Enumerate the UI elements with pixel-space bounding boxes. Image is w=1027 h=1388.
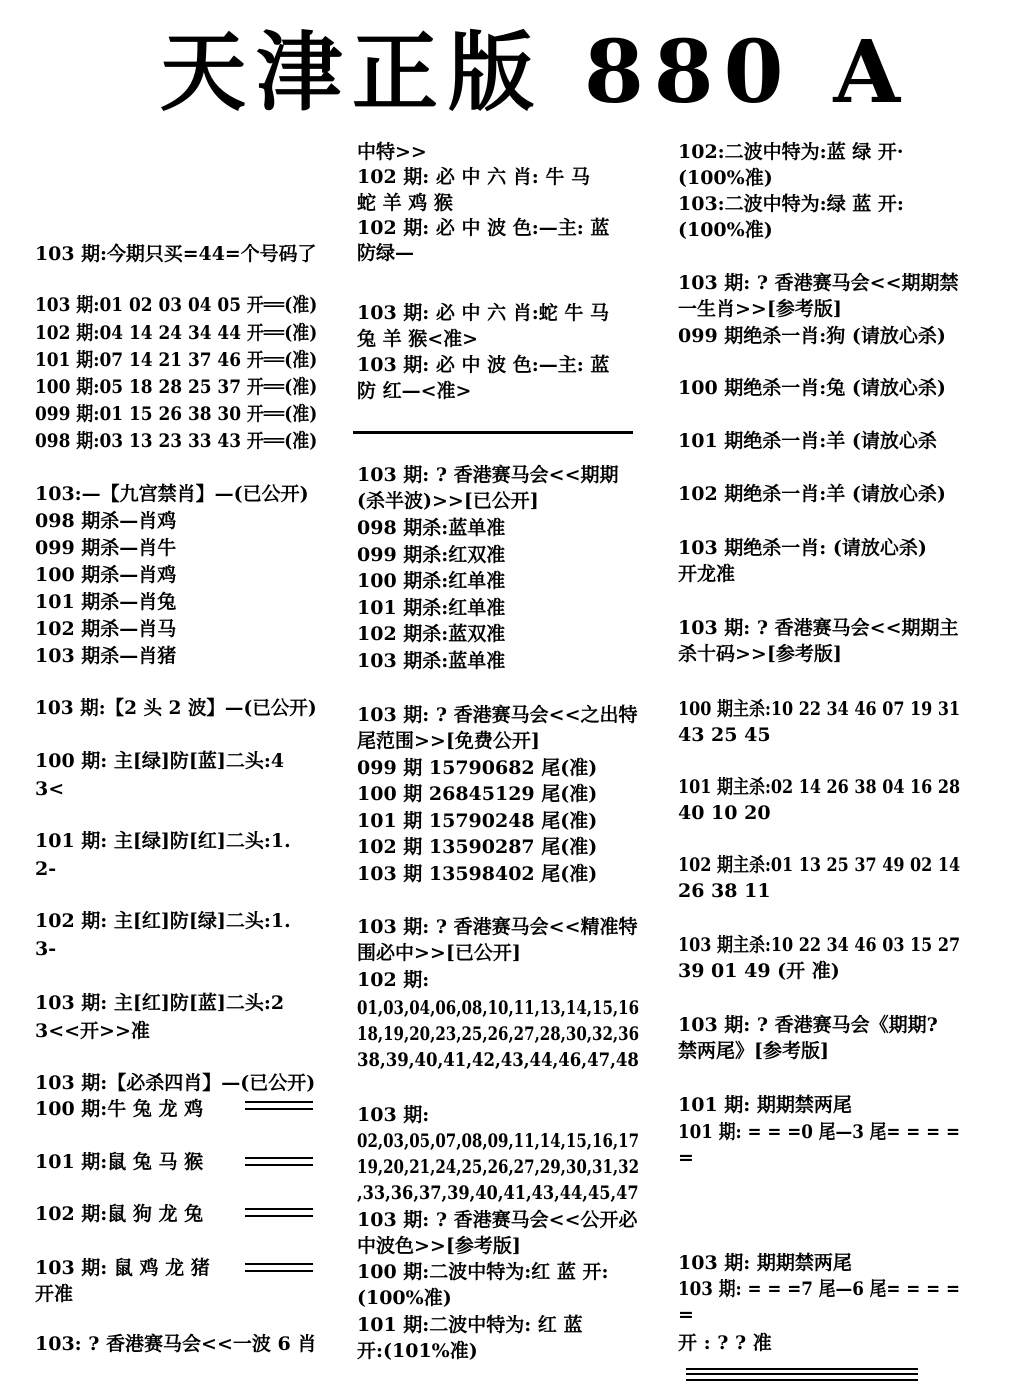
col1-line: 103: ? 香港赛马会<<一波 6 肖 [35, 1333, 317, 1355]
col2-line: 103 期: 必 中 六 肖:蛇 牛 马 [357, 302, 609, 324]
col3-line: 40 10 20 [678, 802, 771, 824]
col3-line: 103 期: ? 香港赛马会<<期期主 [678, 617, 959, 639]
kill-row-rule-102 [245, 1208, 313, 1217]
col2-line: 100 期杀:红单准 [357, 570, 506, 592]
kill-row-rule-100 [245, 1101, 313, 1110]
col1-line: 098 期:03 13 23 33 43 开══(准) [35, 430, 318, 452]
col3-line: 100 期主杀:10 22 34 46 07 19 31 [678, 698, 961, 720]
page-title: 天津正版 880 A [160, 22, 911, 123]
col1-line: 103 期:【必杀四肖】—(已公开) [35, 1072, 316, 1094]
col3-line: 102 期主杀:01 13 25 37 49 02 14 [678, 854, 961, 876]
col1-line: 3- [35, 938, 57, 960]
col2-line: 099 期杀:红双准 [357, 544, 506, 566]
col2-line: 102 期: 必 中 波 色:—主: 蓝 [357, 217, 610, 239]
col3-line: = [678, 1304, 694, 1326]
col3-line: 开 : ? ? 准 [678, 1332, 772, 1354]
col2-line: (100%准) [357, 1287, 452, 1309]
col1-line: 103 期: 主[红]防[蓝]二头:2 [35, 992, 285, 1014]
col2-line: 102 期: 必 中 六 肖: 牛 马 [357, 166, 590, 188]
col1-line: 102 期: 主[红]防[绿]二头:1. [35, 910, 291, 932]
col2-line: 101 期杀:红单准 [357, 597, 506, 619]
col3-line: (100%准) [678, 167, 773, 189]
col2-line: 103 期杀:蓝单准 [357, 650, 506, 672]
col3-line: 103 期: ? 香港赛马会《期期? [678, 1014, 938, 1036]
col2-line: 103 期: ? 香港赛马会<<公开必 [357, 1209, 638, 1231]
col1-line: 101 期杀—肖兔 [35, 591, 177, 613]
col2-line: 098 期杀:蓝单准 [357, 517, 506, 539]
col2-line: 防绿— [357, 242, 415, 264]
col2-line: 兔 羊 猴<准> [357, 328, 479, 350]
col3-line: 103 期: 期期禁两尾 [678, 1252, 852, 1274]
col1-line: 102 期:04 14 24 34 44 开══(准) [35, 322, 318, 344]
col1-line: 2- [35, 858, 57, 880]
col2-line: 099 期 15790682 尾(准) [357, 757, 598, 779]
col1-line: 100 期:牛 兔 龙 鸡 [35, 1098, 204, 1120]
col3-line: 开龙准 [678, 563, 736, 585]
col2-line: 103 期: ? 香港赛马会<<期期 [357, 464, 619, 486]
col1-line: 101 期:07 14 21 37 46 开══(准) [35, 349, 318, 371]
middle-divider-rule [353, 431, 633, 434]
col3-line: 103 期: ? 香港赛马会<<期期禁 [678, 272, 959, 294]
col3-line: 102 期绝杀一肖:羊 (请放心杀) [678, 483, 946, 505]
col1-line: 098 期杀—肖鸡 [35, 510, 177, 532]
col3-line: 099 期绝杀一肖:狗 (请放心杀) [678, 325, 946, 347]
col1-line: 101 期:鼠 兔 马 猴 [35, 1151, 204, 1173]
col2-line: 中波色>>[参考版] [357, 1235, 521, 1257]
col2-line: 01,03,04,06,08,10,11,13,14,15,16 [357, 997, 640, 1019]
col2-line: 103 期 13598402 尾(准) [357, 863, 598, 885]
col1-line: 3<<开>>准 [35, 1020, 150, 1042]
col1-line: 103 期: 鼠 鸡 龙 猪 [35, 1257, 210, 1279]
col3-line: = [678, 1147, 694, 1169]
col1-line: 开准 [35, 1283, 74, 1305]
col1-line: 103 期:01 02 03 04 05 开══(准) [35, 294, 318, 316]
col3-line: 101 期: 期期禁两尾 [678, 1094, 852, 1116]
col3-line: 103:二波中特为:绿 蓝 开: [678, 193, 904, 215]
col2-line: 38,39,40,41,42,43,44,46,47,48 [357, 1049, 639, 1071]
col2-line: 尾范围>>[免费公开] [357, 730, 540, 752]
col2-line: (杀半波)>>[已公开] [357, 490, 539, 512]
col2-line: 100 期:二波中特为:红 蓝 开: [357, 1261, 609, 1283]
col3-line: 101 期: = = =0 尾—3 尾= = = = [678, 1121, 961, 1143]
col2-line: 103 期: 必 中 波 色:—主: 蓝 [357, 354, 610, 376]
col2-line: 103 期: ? 香港赛马会<<之出特 [357, 704, 638, 726]
col2-line: 蛇 羊 鸡 猴 [357, 192, 453, 214]
col2-line: ,33,36,37,39,40,41,43,44,45,47 [357, 1182, 639, 1204]
col3-line: (100%准) [678, 219, 773, 241]
col2-line: 102 期杀:蓝双准 [357, 623, 506, 645]
col3-line: 一生肖>>[参考版] [678, 298, 842, 320]
col1-line: 103 期:【2 头 2 波】—(已公开) [35, 697, 317, 719]
col1-line: 100 期:05 18 28 25 37 开══(准) [35, 376, 318, 398]
col2-line: 102 期: [357, 969, 430, 991]
col2-line: 18,19,20,23,25,26,27,28,30,32,36 [357, 1023, 640, 1045]
col1-line: 102 期杀—肖马 [35, 618, 177, 640]
col2-line: 103 期: ? 香港赛马会<<精准特 [357, 916, 638, 938]
col2-line: 围必中>>[已公开] [357, 942, 521, 964]
col3-line: 103 期绝杀一肖: (请放心杀) [678, 537, 927, 559]
col3-line: 103 期主杀:10 22 34 46 03 15 27 [678, 934, 961, 956]
col2-line: 103 期: [357, 1104, 430, 1126]
col1-line: 3< [35, 778, 65, 800]
col2-line: 中特>> [357, 141, 427, 163]
col3-line: 禁两尾》[参考版] [678, 1040, 829, 1062]
col2-line: 02,03,05,07,08,09,11,14,15,16,17 [357, 1130, 640, 1152]
footer-rule [686, 1368, 918, 1381]
kill-row-rule-101 [245, 1157, 313, 1166]
col1-line: 099 期:01 15 26 38 30 开══(准) [35, 403, 318, 425]
col3-line: 26 38 11 [678, 880, 771, 902]
col2-line: 101 期 15790248 尾(准) [357, 810, 598, 832]
col3-line: 43 25 45 [678, 724, 771, 746]
col3-line: 杀十码>>[参考版] [678, 643, 842, 665]
col3-line: 39 01 49 (开 准) [678, 960, 840, 982]
col2-line: 防 红—<准> [357, 380, 472, 402]
col2-line: 102 期 13590287 尾(准) [357, 836, 598, 858]
col3-line: 100 期绝杀一肖:兔 (请放心杀) [678, 377, 946, 399]
col1-line: 099 期杀—肖牛 [35, 537, 177, 559]
col1-line: 103 期:今期只买=44=个号码了 [35, 243, 317, 265]
col2-line: 19,20,21,24,25,26,27,29,30,31,32 [357, 1156, 640, 1178]
col3-line: 102:二波中特为:蓝 绿 开· [678, 141, 904, 163]
col2-line: 开:(101%准) [357, 1340, 478, 1362]
col3-line: 101 期主杀:02 14 26 38 04 16 28 [678, 776, 961, 798]
col1-line: 101 期: 主[绿]防[红]二头:1. [35, 830, 291, 852]
col3-line: 103 期: = = =7 尾—6 尾= = = = [678, 1278, 961, 1300]
col2-line: 101 期:二波中特为: 红 蓝 [357, 1314, 583, 1336]
col1-line: 102 期:鼠 狗 龙 兔 [35, 1203, 204, 1225]
col1-line: 100 期杀—肖鸡 [35, 564, 177, 586]
col1-line: 103:—【九宫禁肖】—(已公开) [35, 483, 309, 505]
col1-line: 100 期: 主[绿]防[蓝]二头:4 [35, 750, 285, 772]
col3-line: 101 期绝杀一肖:羊 (请放心杀 [678, 430, 937, 452]
col1-line: 103 期杀—肖猪 [35, 645, 177, 667]
kill-row-rule-103 [245, 1263, 313, 1272]
col2-line: 100 期 26845129 尾(准) [357, 783, 598, 805]
